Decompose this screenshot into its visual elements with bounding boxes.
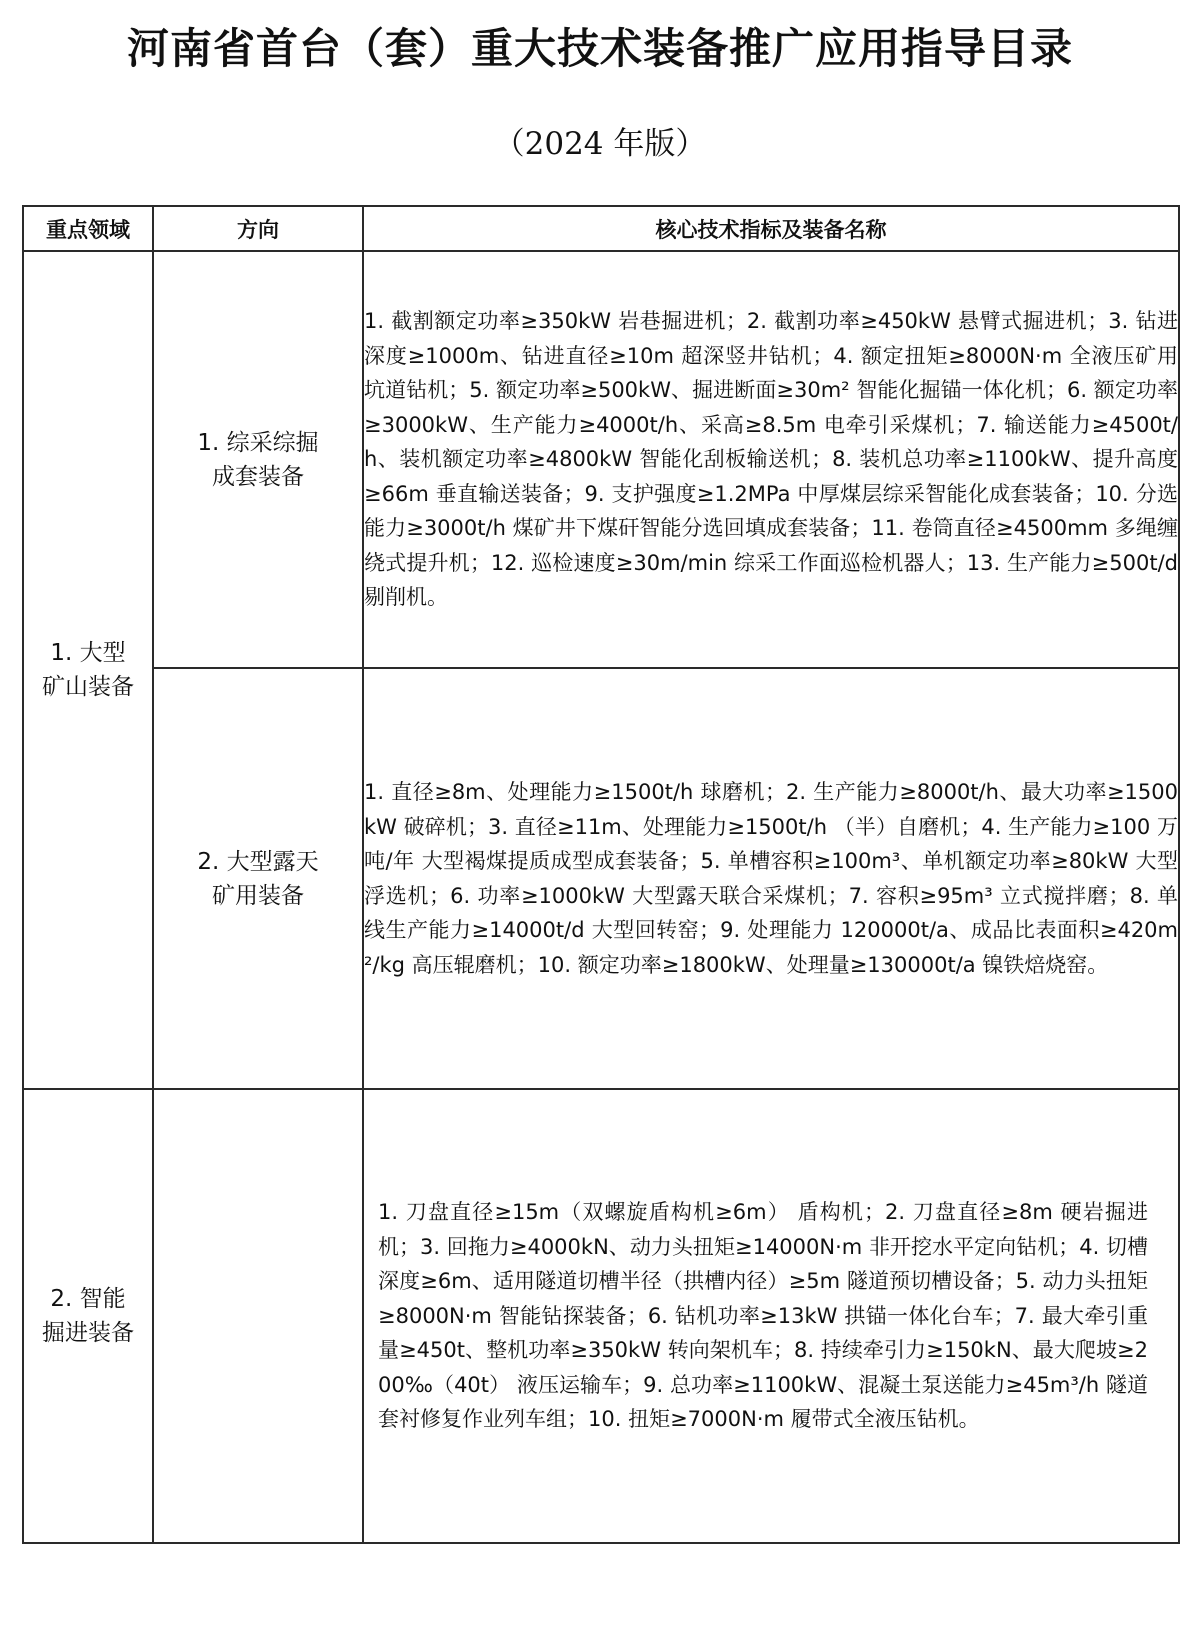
specs-cell-open-pit: 1. 直径≥8m、处理能力≥1500t/h 球磨机；2. 生产能力≥8000t/h、最大功率≥1500kW 破碎机；3. 直径≥11m、处理能力≥1500t/h （半）自磨机；4. 生产能力≥100 万吨/年 大型褐煤提质成型成套装备；5. 单槽容积≥100m³、单机额定功率≥80kW 大型浮选机；6. 功率≥1000kW 大型露天联合采煤机；7. 容积≥95m³ 立式搅拌磨；8. 单线生产能力≥14000t/d 大型回转窑；9. 处理能力 120000t/a、成品比表面积≥420m²/kg 高压辊磨机；10. 额定功率≥1800kW、处理量≥130000t/a 镍铁焙烧窑。	[363, 668, 1179, 1089]
header-specs: 核心技术指标及装备名称	[363, 206, 1179, 251]
direction-label-open-pit: 2. 大型露天 矿用装备	[197, 848, 319, 909]
document-title: 河南省首台（套）重大技术装备推广应用指导目录	[126, 24, 1073, 73]
domain-label-mining: 1. 大型 矿山装备	[42, 640, 134, 700]
table-header-row	[23, 206, 1179, 251]
document-edition: （2024 年版）	[493, 126, 707, 162]
direction-label-fully-mechanized: 1. 综采综掘 成套装备	[197, 429, 319, 490]
domain-label-tunneling: 2. 智能 掘进装备	[42, 1286, 134, 1346]
direction-cell-tunneling-empty	[153, 1089, 363, 1543]
direction-cell-fully-mechanized	[153, 251, 363, 668]
domain-cell-mining	[23, 251, 153, 1089]
header-domain: 重点领域	[23, 206, 153, 251]
table-row	[23, 668, 1179, 1089]
specs-cell-fully-mechanized: 1. 截割额定功率≥350kW 岩巷掘进机；2. 截割功率≥450kW 悬臂式掘进机；3. 钻进深度≥1000m、钻进直径≥10m 超深竖井钻机；4. 额定扭矩≥8000N·m 全液压矿用坑道钻机；5. 额定功率≥500kW、掘进断面≥30m² 智能化掘锚一体化机；6. 额定功率≥3000kW、生产能力≥4000t/h、采高≥8.5m 电牵引采煤机；7. 输送能力≥4500t/h、装机额定功率≥4800kW 智能化刮板输送机；8. 装机总功率≥1100kW、提升高度≥66m 垂直输送装备；9. 支护强度≥1.2MPa 中厚煤层综采智能化成套装备；10. 分选能力≥3000t/h 煤矿井下煤矸智能分选回填成套装备；11. 卷筒直径≥4500mm 多绳缠绕式提升机；12. 巡检速度≥30m/min 综采工作面巡检机器人；13. 生产能力≥500t/d 剔削机。	[363, 251, 1179, 668]
header-direction: 方向	[153, 206, 363, 251]
catalog-table	[22, 205, 1180, 1544]
table-row	[23, 251, 1179, 668]
specs-cell-tunneling: 1. 刀盘直径≥15m（双螺旋盾构机≥6m） 盾构机；2. 刀盘直径≥8m 硬岩掘进机；3. 回拖力≥4000kN、动力头扭矩≥14000N·m 非开挖水平定向钻机；4. 切槽深度≥6m、适用隧道切槽半径（拱槽内径）≥5m 隧道预切槽设备；5. 动力头扭矩≥8000N·m 智能钻探装备；6. 钻机功率≥13kW 拱锚一体化台车；7. 最大牵引重量≥450t、整机功率≥350kW 转向架机车；8. 持续牵引力≥150kN、最大爬坡≥200‰（40t） 液压运输车；9. 总功率≥1100kW、混凝土泵送能力≥45m³/h 隧道套衬修复作业列车组；10. 扭矩≥7000N·m 履带式全液压钻机。	[363, 1089, 1179, 1543]
table-row	[23, 1089, 1179, 1543]
direction-cell-open-pit	[153, 668, 363, 1089]
domain-cell-tunneling	[23, 1089, 153, 1543]
